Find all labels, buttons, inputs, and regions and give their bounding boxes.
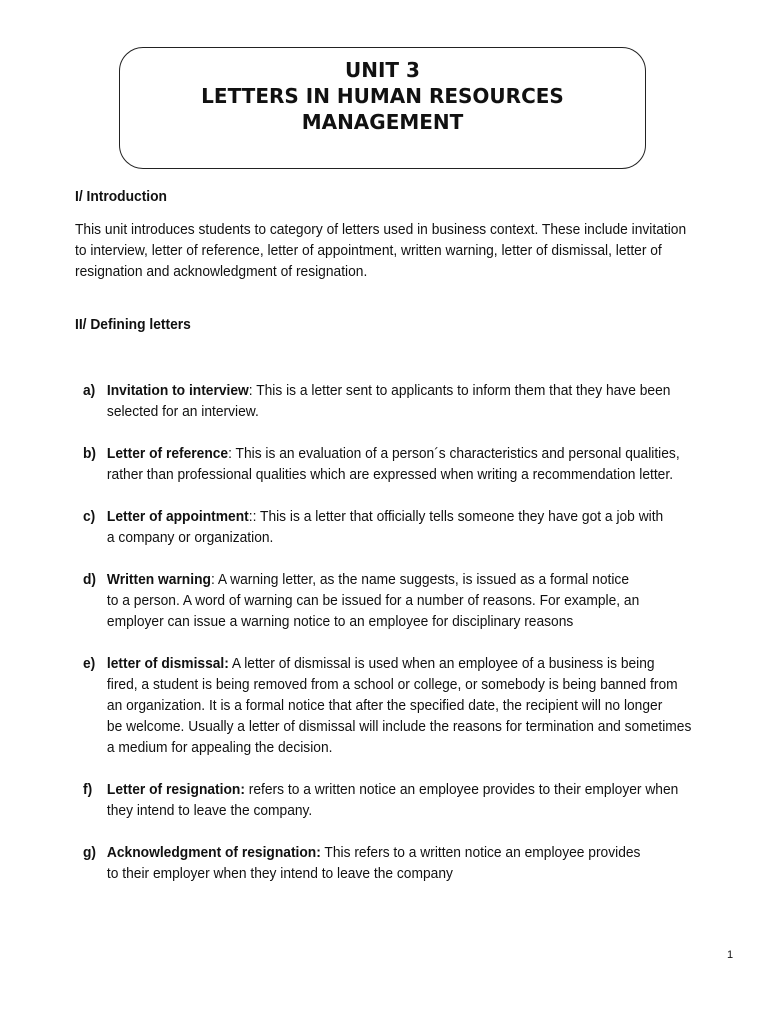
definition-text: they intend to leave the company.	[106, 802, 313, 819]
paragraph-line: to interview, letter of reference, letter of appointment, written warning, letter of dismissal, letter of	[75, 242, 662, 259]
term-label: Letter of resignation:	[106, 781, 245, 798]
introduction-heading: I/ Introduction	[75, 188, 167, 205]
list-item-letter-of-dismissal	[83, 653, 727, 758]
list-item-invitation-to-interview	[83, 380, 727, 422]
definition-text: an organization. It is a formal notice that after the specified date, the recipient will no longer	[106, 697, 663, 714]
document-title-line-1: LETTERS IN HUMAN RESOURCES	[201, 84, 564, 108]
definition-text: selected for an interview.	[106, 403, 259, 420]
list-marker: a)	[83, 382, 96, 399]
definition-text: A letter of dismissal is used when an employee of a business is being	[228, 655, 655, 672]
paragraph-line: This unit introduces students to category of letters used in business context. These include invitation	[75, 221, 687, 238]
term-label: Letter of appointment	[106, 508, 249, 525]
document-title-line-2: MANAGEMENT	[301, 110, 464, 134]
list-marker: d)	[83, 571, 97, 588]
definition-text: a company or organization.	[106, 529, 274, 546]
definition-text: to a person. A word of warning can be issued for a number of reasons. For example, an	[106, 592, 640, 609]
definition-text: be welcome. Usually a letter of dismissal will include the reasons for termination and sometimes	[106, 718, 692, 735]
definition-text: to their employer when they intend to leave the company	[106, 865, 453, 882]
list-marker: e)	[83, 655, 96, 672]
definition-text: : This is a letter sent to applicants to inform them that they have been	[248, 382, 671, 399]
list-item-letter-of-appointment	[83, 506, 727, 548]
list-marker: c)	[83, 508, 96, 525]
definition-text: refers to a written notice an employee provides to their employer when	[244, 781, 679, 798]
definition-text: : This is an evaluation of a person´s characteristics and personal qualities,	[228, 445, 680, 462]
list-item-written-warning	[83, 569, 727, 632]
introduction-paragraph	[75, 219, 728, 282]
defining-letters-heading: II/ Defining letters	[75, 316, 191, 333]
definition-text: : A warning letter, as the name suggests, is issued as a formal notice	[210, 571, 630, 588]
list-marker: g)	[83, 844, 97, 861]
list-item-acknowledgment-of-resignation	[83, 842, 727, 884]
definition-text: a medium for appealing the decision.	[106, 739, 333, 756]
list-marker: b)	[83, 445, 97, 462]
term-label: Acknowledgment of resignation:	[106, 844, 321, 861]
term-label: letter of dismissal:	[106, 655, 229, 672]
title-box	[119, 47, 646, 169]
definition-text: :: This is a letter that officially tells someone they have got a job with	[248, 508, 664, 525]
term-label: Invitation to interview	[106, 382, 249, 399]
list-item-letter-of-resignation	[83, 779, 727, 821]
term-label: Written warning	[106, 571, 211, 588]
definition-text: This refers to a written notice an employee provides	[320, 844, 641, 861]
page-number: 1	[727, 949, 734, 961]
term-label: Letter of reference	[106, 445, 229, 462]
definition-text: fired, a student is being removed from a school or college, or somebody is being banned from	[106, 676, 678, 693]
list-marker: f)	[83, 781, 93, 798]
unit-label: UNIT 3	[345, 58, 420, 82]
definition-text: employer can issue a warning notice to an employee for disciplinary reasons	[106, 613, 574, 630]
paragraph-line: resignation and acknowledgment of resignation.	[75, 263, 368, 280]
list-item-letter-of-reference	[83, 443, 727, 485]
definition-text: rather than professional qualities which are expressed when writing a recommendation letter.	[106, 466, 674, 483]
